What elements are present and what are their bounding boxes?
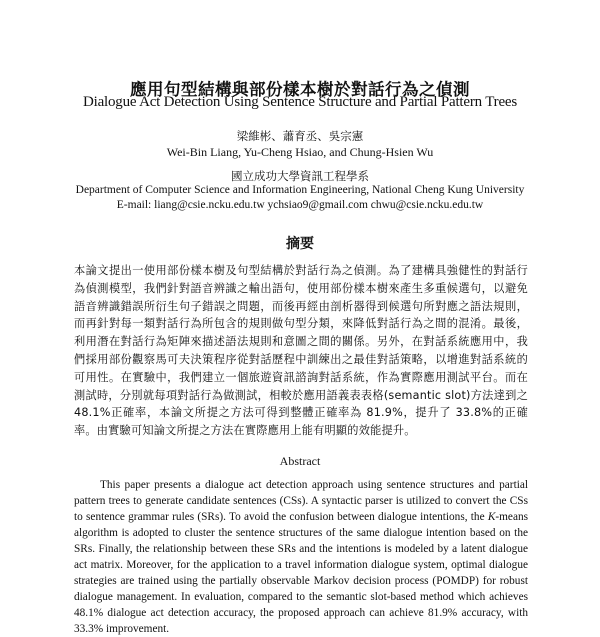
- affiliation-chinese: 國立成功大學資訊工程學系: [231, 169, 369, 183]
- abstract-body-english: [74, 477, 528, 637]
- abstract-text-part-1: This paper presents a dialogue act detection approach using sentence structures and partial pattern trees to generate candidate sentences (CSs). A syntactic parser is utilized to convert the CSs to sentence grammar rules (SRs). To avoid the confusion between dialogue intentions, the: [74, 479, 528, 523]
- abstract-heading-english: Abstract: [279, 454, 321, 468]
- abstract-heading-chinese: 摘要: [286, 236, 314, 252]
- abstract-body-chinese: 本論文提出一使用部份樣本樹及句型結構於對話行為之偵測。為了建構具強健性的對話行為偵測模型，我們針對語音辨識之輸出語句，使用部份樣本樹來產生多重候選句，以避免語音辨識錯誤所衍生句子錯誤之問題，而後再經由剖析器得到候選句所對應之語法規則，而再針對每一類對話行為所包含的規則做句型分類，來降低對話行為之間的混淆。最後，利用潛在對話行為矩陣來描述語法規則和意圖之間的關係。另外，在對話系統應用中，我們採用部份觀察馬可夫決策程序從對話歷程中訓練出之最佳對話策略，以增進對話系統的可用性。在實驗中，我們建立一個旅遊資訊諮詢對話系統，作為實際應用測試平台。而在測試時，分別就每項對話行為做測試，相較於應用語義表表格(semantic slot)方法達到之 48.1%正確率，本論文所提之方法可得到整體正確率為 81.9%，提升了 33.8%的正確率。由實驗可知論文所提之方法在實際應用上能有明顯的效能提升。: [74, 264, 528, 438]
- title-english: Dialogue Act Detection Using Sentence Structure and Partial Pattern Trees: [82, 94, 518, 110]
- affiliation-english: Department of Computer Science and Information Engineering, National Cheng Kung University: [75, 184, 525, 196]
- title-chinese: 應用句型結構與部份樣本樹於對話行為之偵測: [130, 80, 470, 99]
- authors-chinese: 梁維彬、蕭育丞、吳宗憲: [236, 129, 364, 143]
- abstract-k-italic: K: [487, 511, 496, 523]
- authors-english: Wei-Bin Liang, Yu-Cheng Hsiao, and Chung-Hsien Wu: [166, 145, 434, 159]
- abstract-text-part-2: -means algorithm is adopted to cluster the sentence structures of the same dialogue intention based on the SRs. Finally, the relationship between these SRs and the intentions is modeled by a latent dialogue act matrix. Moreover, for the application to a travel information dialogue system, optimal dialogue strategies are trained using the partially observable Markov decision process (POMDP) for robust dialogue management. In evaluation, compared to the semantic slot-based method which achieves 48.1% dialogue act detection accuracy, the proposed approach can achieve 81.9% accuracy, with 33.3% improvement.: [74, 511, 528, 635]
- email-line: E-mail: liang@csie.ncku.edu.tw ychsiao9@gmail.com chwu@csie.ncku.edu.tw: [116, 199, 484, 211]
